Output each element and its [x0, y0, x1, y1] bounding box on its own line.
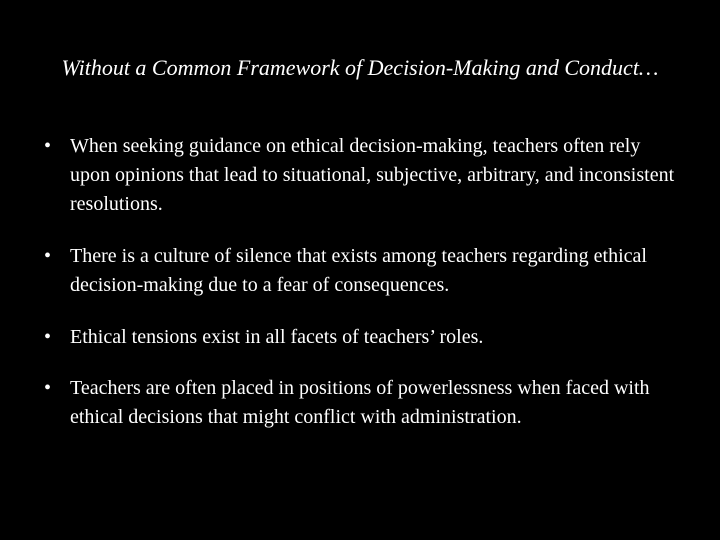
bullet-text: When seeking guidance on ethical decision-making, teachers often rely upon opinions that lead to situational, subjective, arbitrary, and inconsistent resolutions. [70, 135, 675, 215]
bullet-marker: • [44, 377, 52, 399]
slide-title: Without a Common Framework of Decision-Making and Conduct… [61, 55, 659, 80]
bullet-item [44, 374, 684, 432]
bullet-item [44, 323, 684, 352]
bullet-marker: • [44, 245, 52, 267]
bullet-item [44, 132, 684, 219]
bullet-marker: • [44, 135, 52, 157]
bullet-text: Ethical tensions exist in all facets of teachers’ roles. [70, 326, 484, 348]
bullet-text: There is a culture of silence that exists among teachers regarding ethical decision-making due to a fear of consequences. [70, 245, 647, 296]
bullet-item [44, 242, 684, 300]
bullet-text: Teachers are often placed in positions of powerlessness when faced with ethical decisions that might conflict with administration. [70, 377, 650, 428]
bullet-marker: • [44, 326, 52, 348]
bullet-list [44, 132, 684, 455]
